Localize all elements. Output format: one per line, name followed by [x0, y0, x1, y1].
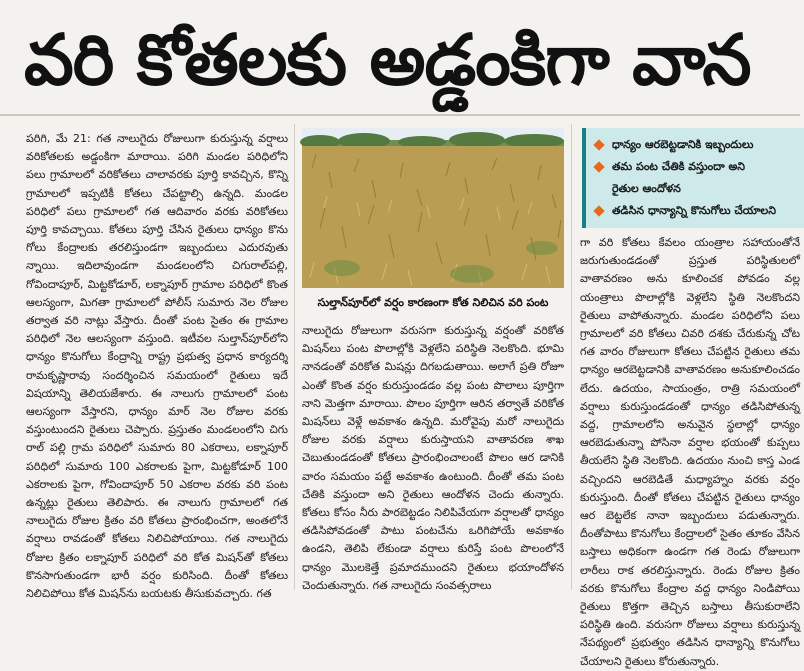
- highlight-text: తమ పంట చేతికి వస్తుందా అని: [612, 160, 745, 173]
- highlights-list: [586, 128, 804, 222]
- highlights-box: [582, 128, 804, 228]
- photo-caption: సుల్తాన్‌పూర్‌లో వర్షం కారణంగా కోత నిలిచిన వరి పంట: [317, 296, 549, 309]
- article-text-column-1: పరిగి, మే 21: గత నాలుగైదు రోజులుగా కురుస్తున్న వర్షాలు వరికోతలకు అడ్డంకిగా మారాయి. పరిగి మండల పరిధిలోని పలు గ్రామాలలో వరికోతలు చాలావరకు పూర్తి కావచ్చిన, కొన్ని గ్రామాలలో ఇప్పటికీ కోతలు చేపట్టాల్సి ఉన్నది. మండల పరిధిలో పలు గ్రామాలలో గత ఆదివారం వరకు వరికోతలు పూర్తి కావచ్చాయి. కోతలు పూర్తి చేసిన రైతులు ధాన్యం కొను గోలు కేంద్రాలకు తరలిస్తుండగా ఇబ్బందులు ఎదురవుతు న్నాయి. ఇదిలావుండగా మండలంలోని చిగురాల్‌పల్లి, గోవిందాపూర్, మిట్టకోడూర్, లక్నాపూర్ గ్రామాల పరిధిలో కొంత ఆలస్యంగా, మిగతా గ్రామాలలో పోలీస్ సుమారు నెల రోజుల తర్వాత వరి నాట్లు వేస్తారు. దీంతో పంట సైతం ఈ గ్రామాల పరిధిలో నెల ఆలస్యంగా వస్తుంది. ఇటీవల సుల్తాన్‌పూర్‌లోని ధాన్యం కొనుగోలు కేంద్రాన్ని రాష్ట్ర ప్రభుత్వ ప్రధాన కార్యదర్శి రామకృష్ణారావు సందర్శించిన సమయంలో రైతులు ఇదే విషయాన్ని తెలియజేశారు. ఈ నాలుగు గ్రామాలలో పంట ఆలస్యంగా వేస్తారని, ధాన్యం మార్ నెల రోజుల వరకు వస్తుంటుందని రైతులు చెప్పారు. ప్రస్తుతం మండలంలోని చిగు రాల్ పల్లి గ్రామ పరిధిలో సుమారు 80 ఎకరాలు, లక్నాపూర్ పరిధిలో సుమారు 100 ఎకరాలకు పైగా, మిట్టకోడూర్ 100 ఎకరాలకు పైగా, గోవిందాపూర్ 50 ఎకరాల వరకు వరి పంట ఉన్నట్లు రైతులు తెలిపారు. ఈ నాలుగు గ్రామాలలో గత నాలుగైదు రోజుల క్రితం వరి కోతలు ప్రారంభించగా, అంతలోనే వర్షాలు రావడంతో కోతలు నిలిచిపోయాయి. గత నాలుగైదు రోజుల క్రితం లక్నాపూర్ పరిధిలో వరి కోత మిషన్‌తో కోతలు కొనసాగుతుండగా భారీ వర్షం కురిసింది. దీంతో కోతలు నిలిచిపోయి కోత మిషన్‌ను బయటకు తీసుకువచ్చారు. గత: [26, 132, 288, 601]
- column-divider: [571, 124, 572, 590]
- diamond-bullet-icon: [593, 205, 604, 216]
- article-column-3: [580, 234, 800, 668]
- highlight-text: ధాన్యం ఆరబెట్టడానికి ఇబ్బందులు: [612, 138, 754, 151]
- article-column-2: [302, 322, 564, 592]
- highlight-text: రైతుల ఆందోళన: [612, 182, 681, 195]
- highlight-item: [594, 178, 800, 200]
- article-text-column-2: నాలుగైదు రోజులుగా వరుసగా కురుస్తున్న వర్షంతో వరికోత మిషన్‌లు పంట పొలాల్లోకి వెళ్లలేని పరిస్థితి నెలకొంది. భూమి నానడంతో వరికోత మిషన్లు దిగబడుతాయి. అలాగే ప్రతి రోజూ ఎంతో కొంత వర్షం కురుస్తుండడం వల్ల పంట పొలాలు పూర్తిగా నాని మెత్తగా మారాయి. పొలం పూర్తిగా ఆరిన తర్వాతే వరికోత మిషన్‌లు వెళ్లే అవకాశం ఉన్నది. మరోవైపు మరో నాలుగైదు రోజుల వరకు వర్షాలు కురుస్తాయని వాతావరణ శాఖ చెబుతుండడంతో కోతలు ప్రారంభించాలంటే పొలం ఆర డానికి వారం సమయం పట్టే అవకాశం ఉంటుంది. దీంతో తమ పంట చేతికి వస్తుందా అని రైతులు ఆందోళన చెందు తున్నారు. కోతలు కోసం నీరు పారబెట్టడం నిలిపివేయగా వర్షాలతో ధాన్యం తడిసిపోవడంతో పాటు పంటచేను ఒరిగిపోయే అవకాశం ఉండని, తెలిపి లేకుండా వర్షాలు కురిస్తే పంట పొలంలోనే ధాన్యం మొలకెత్తే ప్రమాదముందని రైతులు భయాందోళన చెందుతున్నారు. గత నాలుగైదు సంవత్సరాలు: [302, 324, 564, 592]
- headline-rule: [0, 114, 800, 116]
- highlight-item: [594, 156, 800, 178]
- highlight-item: [594, 200, 800, 222]
- paddy-field-illustration: [302, 128, 564, 288]
- headline: వరి కోతలకు అడ్డంకిగా వాన: [24, 19, 751, 101]
- column-divider: [294, 124, 295, 590]
- diamond-bullet-icon: [593, 139, 604, 150]
- highlight-text: తడిసిన ధాన్యాన్ని కొనుగోలు చేయాలని: [612, 204, 776, 217]
- article-text-column-3: గా వరి కోతలు కేవలం యంత్రాల సహాయంతోనే జరుగుతుండడంతో ప్రస్తుత పరిస్థితులలో వాతావరణం అను కూలించక పోవడం వల్ల యంత్రాలు పొలాల్లోకి వెళ్లలేని స్థితి నెలకొందని రైతులు వాపోతున్నారు. మండల పరిధిలోని పలు గ్రామాలలో వరి కోతలు చివరి దశకు చేరుకున్న చోట గత వారం రోజులుగా కోతలు చేపట్టిన రైతులు తమ ధాన్యం ఆరబెట్టడానికి వాతావరణం అనుకూలించడం లేదు. ఉదయం, సాయంత్రం, రాత్రి సమయంలో వర్షాలు కురుస్తుండడంతో ధాన్యం తడిసిపోతున్న వద్ద, గ్రామాలలోని అనువైన స్థలాల్లో ధాన్యం ఆరబెడుతున్నా పోసినా వర్షాల భయంతో కుప్పలు తీయలేని స్థితి నెలకొంది. ఉదయం నుంచి కాస్త ఎండ వచ్చిందని ఆరబెడితే మధ్యాహ్నం వరకు వర్షం కురుస్తుంది. దీంతో కోతలు చేపట్టిన రైతులు ధాన్యం ఆర బెట్టలేక నానా ఇబ్బందులు పడుతున్నారు. దీంతోపాటు కొనుగోలు కేంద్రాలలో సైతం తూకం వేసిన బస్తాలు అధికంగా ఉండగా గత రెండు రోజులుగా లారీలు రాక తరలిస్తున్నారు. రెండు రోజుల క్రితం వరకు కొనుగోలు కేంద్రాల వద్ద ధాన్యం నిండిపోయి రైతులు కొత్తగా తెచ్చిన బస్తాలు తీసుకురాలేని పరిస్థితి ఉంది. వరుసగా రోజులు వర్షాలు కురుస్తున్న నేపథ్యంలో ప్రభుత్వం తడిసిన ధాన్యాన్ని కొనుగోలు చేయాలని రైతులు కోరుతున్నారు.: [580, 236, 800, 668]
- paddy-field-photo: [302, 128, 564, 288]
- highlight-item: [594, 134, 800, 156]
- article-column-1: [26, 130, 288, 601]
- diamond-bullet-icon: [593, 161, 604, 172]
